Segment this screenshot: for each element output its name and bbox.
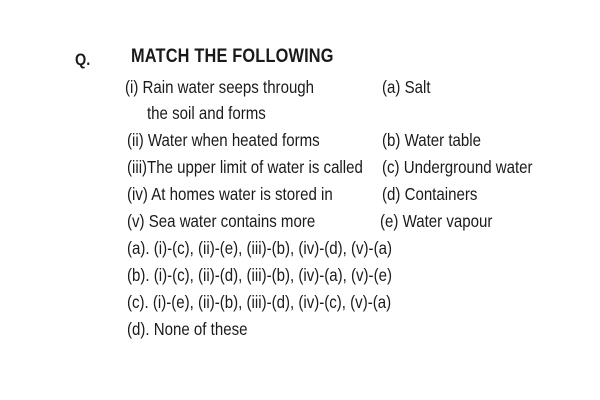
column-a-item-3: (iii)The upper limit of water is called [127, 157, 363, 177]
column-a-item-4: (iv) At homes water is stored in [127, 184, 333, 204]
column-b-item-c: (c) Underground water [382, 157, 533, 177]
column-b-item-a: (a) Salt [382, 77, 431, 97]
column-b-item-d: (d) Containers [382, 184, 478, 204]
answer-option-d[interactable]: (d). None of these [127, 319, 248, 339]
answer-option-c[interactable]: (c). (i)-(e), (ii)-(b), (iii)-(d), (iv)-(c), (v)-(a) [127, 292, 392, 312]
column-b-item-e: (e) Water vapour [380, 211, 493, 231]
question-title: MATCH THE FOLLOWING [131, 46, 334, 67]
column-a-item-5: (v) Sea water contains more [127, 211, 316, 231]
question-label: Q. [75, 50, 91, 69]
answer-option-a[interactable]: (a). (i)-(c), (ii)-(e), (iii)-(b), (iv)-(d), (v)-(a) [127, 238, 392, 258]
column-a-item-1: (i) Rain water seeps through [125, 77, 315, 97]
column-a-item-1-continuation: the soil and forms [147, 103, 266, 123]
answer-option-b[interactable]: (b). (i)-(c), (ii)-(d), (iii)-(b), (iv)-(a), (v)-(e) [127, 265, 392, 285]
column-b-item-b: (b) Water table [382, 130, 481, 150]
column-a-item-2: (ii) Water when heated forms [127, 130, 320, 150]
